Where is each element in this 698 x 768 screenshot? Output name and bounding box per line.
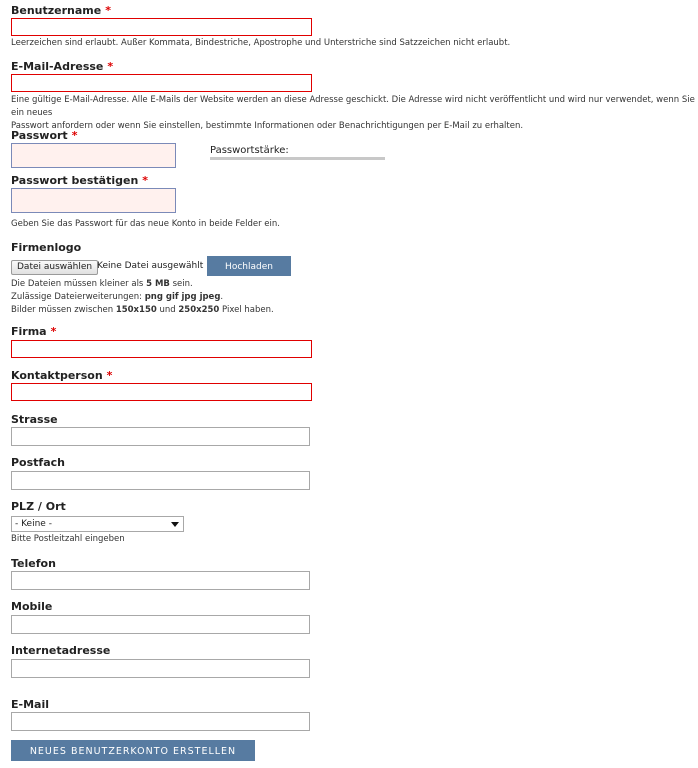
contact-label-text: Kontaktperson xyxy=(11,369,103,382)
pobox-label: Postfach xyxy=(11,456,65,469)
required-marker: * xyxy=(107,60,114,73)
help-bold: 5 MB xyxy=(146,279,170,289)
required-marker: * xyxy=(71,129,78,142)
zip-city-selected-value: - Keine - xyxy=(15,519,52,529)
logo-help xyxy=(11,278,274,317)
password-input[interactable] xyxy=(11,143,176,168)
required-marker: * xyxy=(106,369,113,382)
company-label xyxy=(11,325,56,338)
help-text: Zulässige Dateierweiterungen: xyxy=(11,292,145,302)
contact-input[interactable] xyxy=(11,383,312,401)
username-label-text: Benutzername xyxy=(11,4,102,17)
password-confirm-input[interactable] xyxy=(11,188,176,213)
phone-label: Telefon xyxy=(11,557,56,570)
help-text: sein. xyxy=(169,279,193,289)
password-strength-bar xyxy=(210,157,385,160)
no-file-text: Keine Datei ausgewählt xyxy=(97,261,204,271)
email-help-line: Eine gültige E-Mail-Adresse. Alle E-Mails der Website werden an diese Adresse geschickt. Die Adresse wird nicht veröffentlicht und wird nur verwendet, wenn Sie ein neues xyxy=(11,95,695,118)
zip-city-select[interactable] xyxy=(11,516,184,532)
password-confirm-label xyxy=(11,174,148,187)
logo-label: Firmenlogo xyxy=(11,241,82,254)
logo-help-dimensions xyxy=(11,304,274,317)
upload-button[interactable]: Hochladen xyxy=(207,256,291,276)
help-text: . xyxy=(220,292,224,302)
username-input[interactable] xyxy=(11,18,312,36)
password-label-text: Passwort xyxy=(11,129,68,142)
password-label xyxy=(11,129,77,142)
email-label-text: E-Mail-Adresse xyxy=(11,60,104,73)
logo-help-extensions xyxy=(11,291,274,304)
logo-help-size xyxy=(11,278,274,291)
company-input[interactable] xyxy=(11,340,312,358)
street-label: Strasse xyxy=(11,413,58,426)
street-input[interactable] xyxy=(11,427,310,446)
website-label: Internetadresse xyxy=(11,644,111,657)
email-help xyxy=(11,94,697,133)
mobile-label: Mobile xyxy=(11,600,53,613)
help-bold: png gif jpg jpeg xyxy=(144,292,221,302)
required-marker: * xyxy=(50,325,57,338)
email2-label: E-Mail xyxy=(11,698,49,711)
zip-city-label: PLZ / Ort xyxy=(11,500,66,513)
password-confirm-help: Geben Sie das Passwort für das neue Konto in beide Felder ein. xyxy=(11,219,280,229)
help-bold: 250x250 xyxy=(178,305,220,315)
email-input[interactable] xyxy=(11,74,312,92)
choose-file-button[interactable]: Datei auswählen xyxy=(11,260,98,275)
pobox-input[interactable] xyxy=(11,471,310,490)
mobile-input[interactable] xyxy=(11,615,310,634)
chevron-down-icon xyxy=(171,522,179,527)
zip-city-help: Bitte Postleitzahl eingeben xyxy=(11,534,125,544)
help-bold: 150x150 xyxy=(115,305,157,315)
company-label-text: Firma xyxy=(11,325,47,338)
password-confirm-label-text: Passwort bestätigen xyxy=(11,174,139,187)
email2-input[interactable] xyxy=(11,712,310,731)
email-help-line: Passwort anfordern oder wenn Sie einstellen, bestimmte Informationen oder Benachrichtigungen per E-Mail zu erhalten. xyxy=(11,121,524,131)
help-text: Pixel haben. xyxy=(219,305,274,315)
help-text: Die Dateien müssen kleiner als xyxy=(11,279,147,289)
required-marker: * xyxy=(142,174,149,187)
website-input[interactable] xyxy=(11,659,310,678)
create-account-button[interactable]: NEUES BENUTZERKONTO ERSTELLEN xyxy=(11,740,255,761)
help-text: und xyxy=(156,305,179,315)
contact-label xyxy=(11,369,112,382)
phone-input[interactable] xyxy=(11,571,310,590)
password-strength-label: Passwortstärke: xyxy=(210,145,289,156)
help-text: Bilder müssen zwischen xyxy=(11,305,116,315)
email-label xyxy=(11,60,113,73)
username-label xyxy=(11,4,111,17)
required-marker: * xyxy=(105,4,111,17)
username-help: Leerzeichen sind erlaubt. Außer Kommata, Bindestriche, Apostrophe und Unterstriche sind Satzzeichen nicht erlaubt. xyxy=(11,38,511,48)
